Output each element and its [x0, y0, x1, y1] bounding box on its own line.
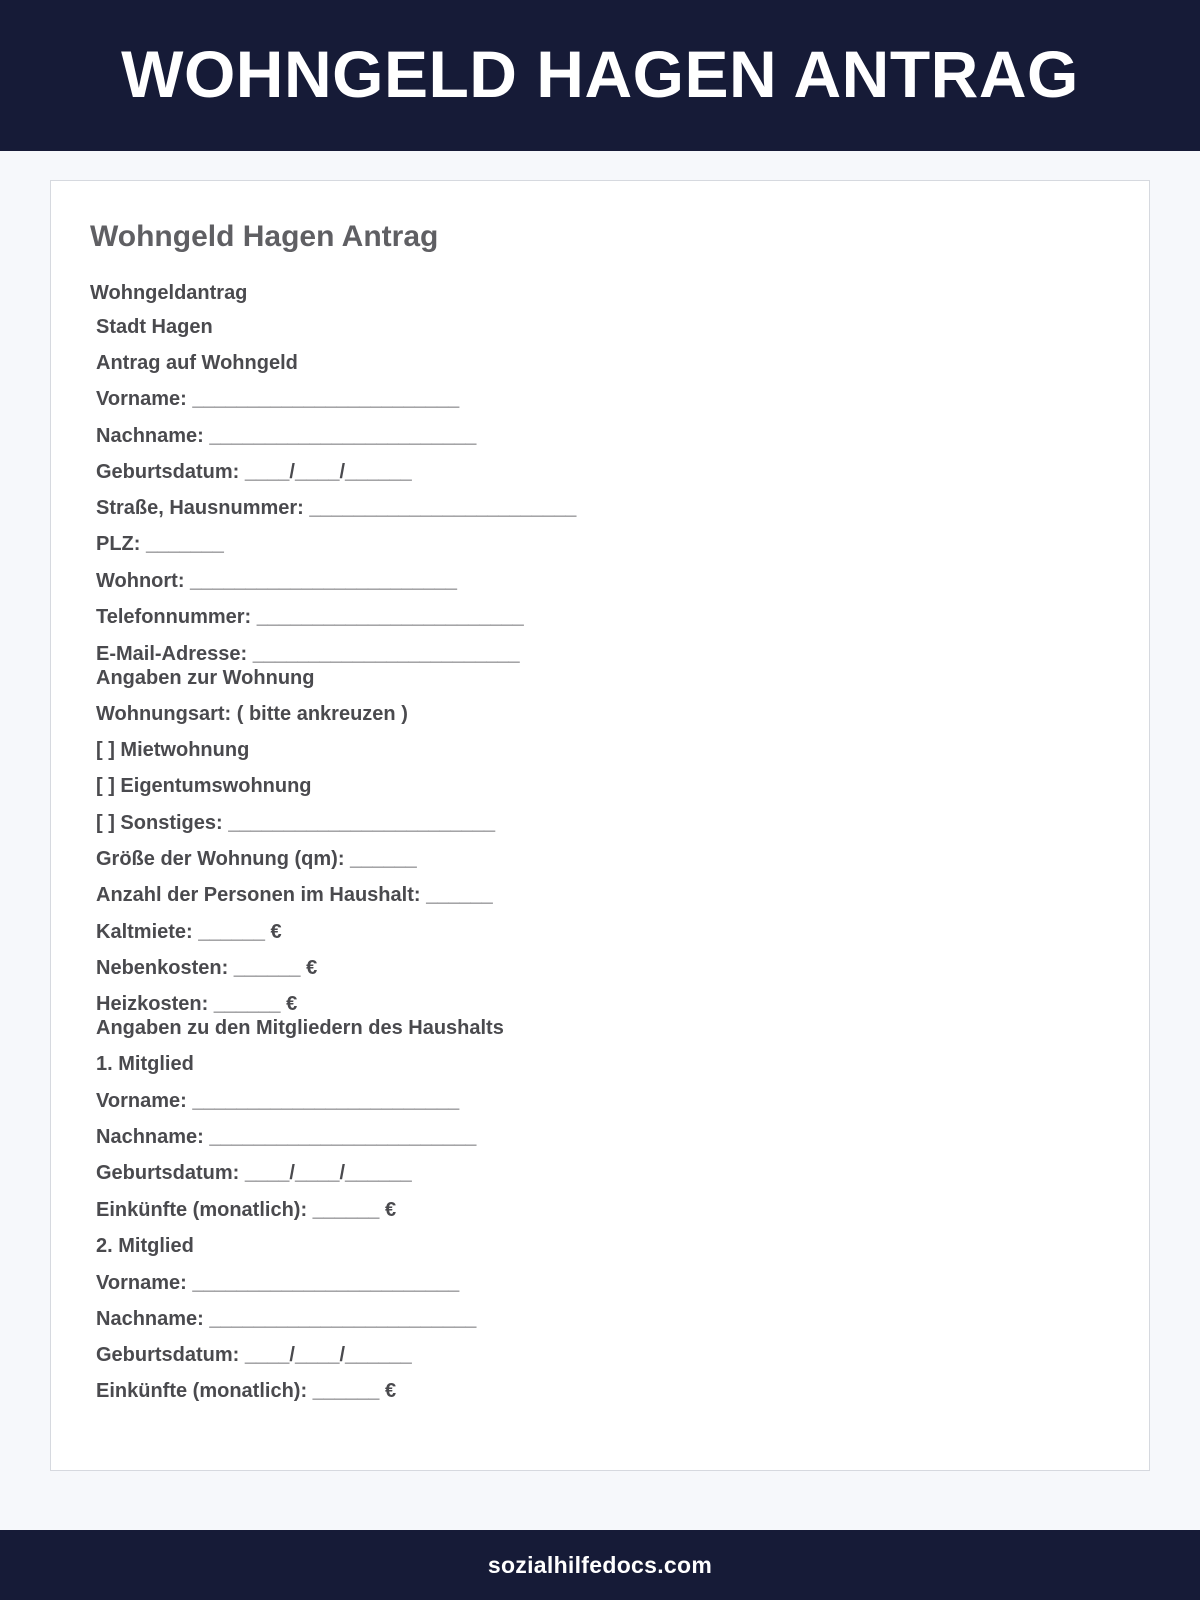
form-line: Vorname: ________________________	[96, 388, 460, 410]
form-line: 2. Mitglied	[96, 1235, 194, 1257]
form-line: Angaben zur Wohnung	[96, 667, 315, 689]
form-line: Antrag auf Wohngeld	[96, 352, 298, 374]
document-card	[50, 180, 1150, 1471]
form-line: Kaltmiete: ______ €	[96, 921, 282, 943]
form-line: Geburtsdatum: ____/____/______	[96, 461, 412, 483]
form-line: 1. Mitglied	[96, 1053, 194, 1075]
form-line: PLZ: _______	[96, 533, 224, 555]
document-subtitle: Wohngeldantrag	[90, 282, 248, 304]
form-line: Nachname: ________________________	[96, 1126, 477, 1148]
form-line: Einkünfte (monatlich): ______ €	[96, 1380, 397, 1402]
form-line: Anzahl der Personen im Haushalt: ______	[96, 884, 493, 906]
form-line: Nachname: ________________________	[96, 1308, 477, 1330]
form-line: Vorname: ________________________	[96, 1272, 460, 1294]
form-line: Geburtsdatum: ____/____/______	[96, 1162, 412, 1184]
form-line: Heizkosten: ______ €	[96, 993, 298, 1015]
form-line: Geburtsdatum: ____/____/______	[96, 1344, 412, 1366]
footer-site: sozialhilfedocs.com	[487, 1551, 713, 1578]
page-banner	[0, 0, 1200, 151]
form-line: Vorname: ________________________	[96, 1090, 460, 1112]
form-line: [ ] Mietwohnung	[96, 739, 250, 761]
form-line: Nebenkosten: ______ €	[96, 957, 318, 979]
form-line: Einkünfte (monatlich): ______ €	[96, 1199, 397, 1221]
form-line: Größe der Wohnung (qm): ______	[96, 848, 417, 870]
form-line: Nachname: ________________________	[96, 425, 477, 447]
form-line: Wohnungsart: ( bitte ankreuzen )	[96, 703, 408, 725]
form-line: Wohnort: ________________________	[96, 570, 457, 592]
form-line: Straße, Hausnummer: ________________________	[96, 497, 577, 519]
banner-title: WOHNGELD HAGEN ANTRAG	[121, 36, 1079, 111]
page-footer	[0, 1530, 1200, 1600]
form-line: Telefonnummer: ________________________	[96, 606, 524, 628]
form-line: Stadt Hagen	[96, 316, 213, 338]
document-title: Wohngeld Hagen Antrag	[90, 220, 439, 253]
form-line: [ ] Eigentumswohnung	[96, 775, 312, 797]
form-line: Angaben zu den Mitgliedern des Haushalts	[96, 1017, 504, 1039]
form-line: E-Mail-Adresse: ________________________	[96, 643, 520, 665]
form-line: [ ] Sonstiges: ________________________	[96, 812, 496, 834]
